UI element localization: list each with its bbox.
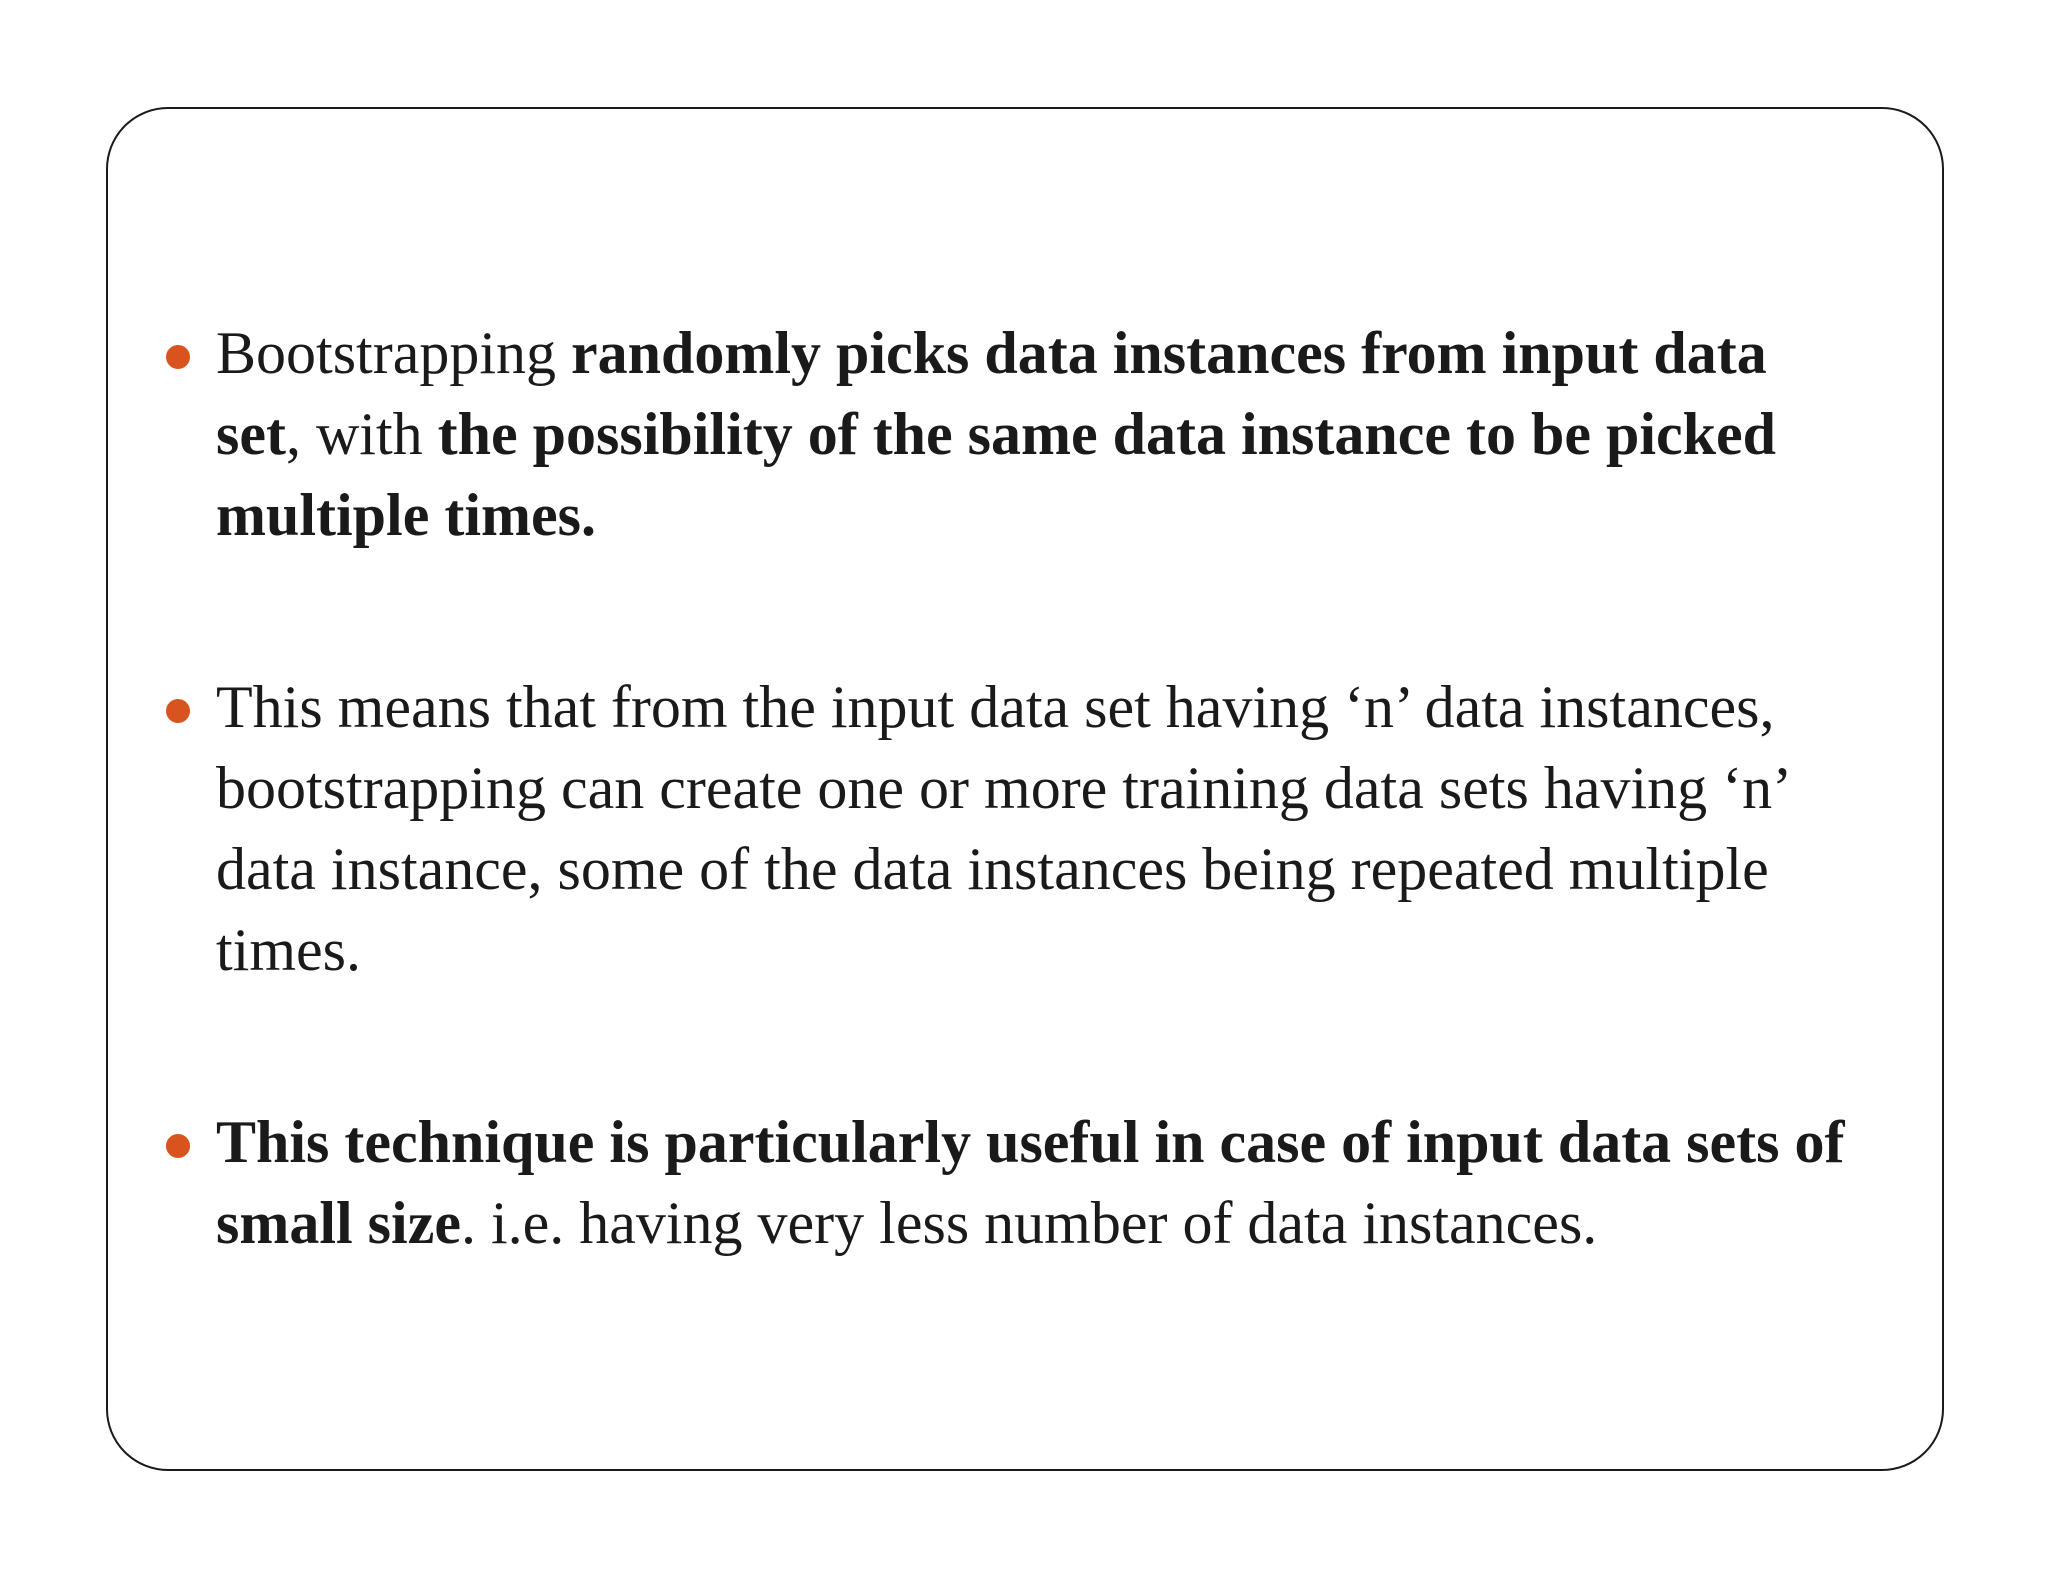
content-frame bbox=[106, 107, 1944, 1471]
bullet-dot-icon bbox=[166, 345, 190, 369]
bullet-text-segment: , with bbox=[285, 401, 438, 467]
bullet-list bbox=[108, 109, 1942, 1469]
bullet-text-bold-segment: randomly picks data instances from input data set bbox=[216, 320, 1767, 467]
bullet-dot-icon bbox=[166, 699, 190, 723]
bullet-text bbox=[216, 1102, 1896, 1264]
bullet-dot-icon bbox=[166, 1134, 190, 1158]
bullet-text-bold-segment: the possibility of the same data instance to be picked multiple times. bbox=[216, 401, 1777, 548]
bullet-text-segment: Bootstrapping bbox=[216, 320, 571, 386]
bullet-text-segment: . i.e. having very less number of data instances. bbox=[460, 1190, 1598, 1256]
bullet-text-segment: This means that from the input data set having ‘n’ data instances, bootstrapping can create one or more training data sets having ‘n’ data instance, some of the data instances being repeated multiple times. bbox=[216, 674, 1788, 983]
bullet-text bbox=[216, 667, 1866, 991]
bullet-text-bold-segment: This technique is particularly useful in case of input data sets of small size bbox=[216, 1109, 1845, 1256]
bullet-text bbox=[216, 313, 1866, 556]
